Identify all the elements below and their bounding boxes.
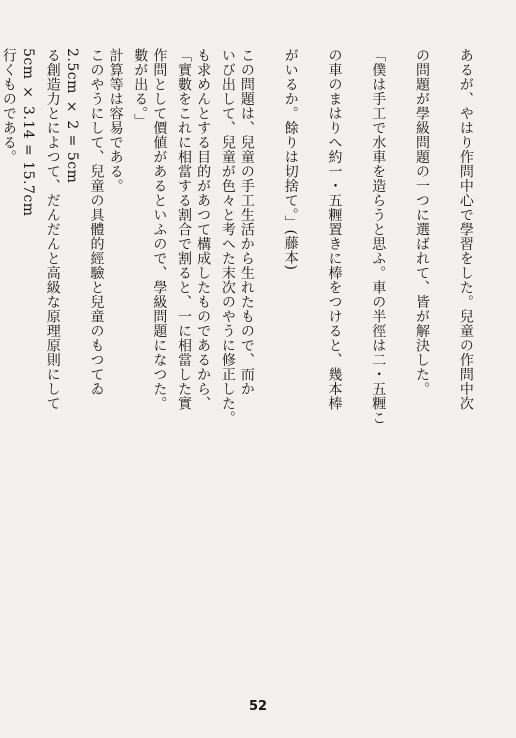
text-line: 計算等は容易である。 bbox=[107, 48, 124, 193]
text-line: がいるか。餘りは切捨て。」(藤本) bbox=[282, 48, 299, 271]
lower-text-block bbox=[0, 48, 264, 425]
text-line: 作問として價値があるといふので、學級問題になつた。 bbox=[151, 48, 168, 411]
text-line: この問題は、兒童の手工生活から生れたもので、而か bbox=[238, 48, 255, 396]
text-line: このやうにして、兒童の具體的經驗と兒童のもつてゐ bbox=[88, 48, 105, 396]
text-line: も求めんとする目的があつて構成したものであるから、 bbox=[195, 48, 212, 411]
page-number: 52 bbox=[248, 699, 268, 714]
text-line: 行くものである。 bbox=[0, 48, 17, 164]
text-line: いび出して、兒童が色々と考へた末次のやうに修正した。 bbox=[219, 48, 236, 425]
lower-text-region bbox=[0, 48, 264, 688]
formula-line: 2.5cm × 2 = 5cm bbox=[63, 48, 80, 184]
text-line: あるが、やはり作問中心で學習をした。兒童の作問中次 bbox=[457, 48, 474, 411]
text-line: る創造力とによつて、だんだんと高級な原理原則にして bbox=[44, 48, 61, 411]
formula-line: 5cm × 3.14 = 15.7cm bbox=[20, 48, 36, 217]
text-line: 「實數をこれに相當する割合で割ると、一に相當した實 bbox=[176, 48, 193, 411]
text-line: の車のまはりへ約一・五糎置きに棒をつけると、幾本棒 bbox=[326, 48, 343, 411]
text-line: 「僕は手工で水車を造らうと思ふ。車の半徑は二・五糎こ bbox=[370, 48, 387, 425]
text-line: 數が出る。」 bbox=[132, 48, 149, 128]
text-line: の問題が學級問題の一つに選ばれて、皆が解決した。 bbox=[414, 48, 431, 396]
